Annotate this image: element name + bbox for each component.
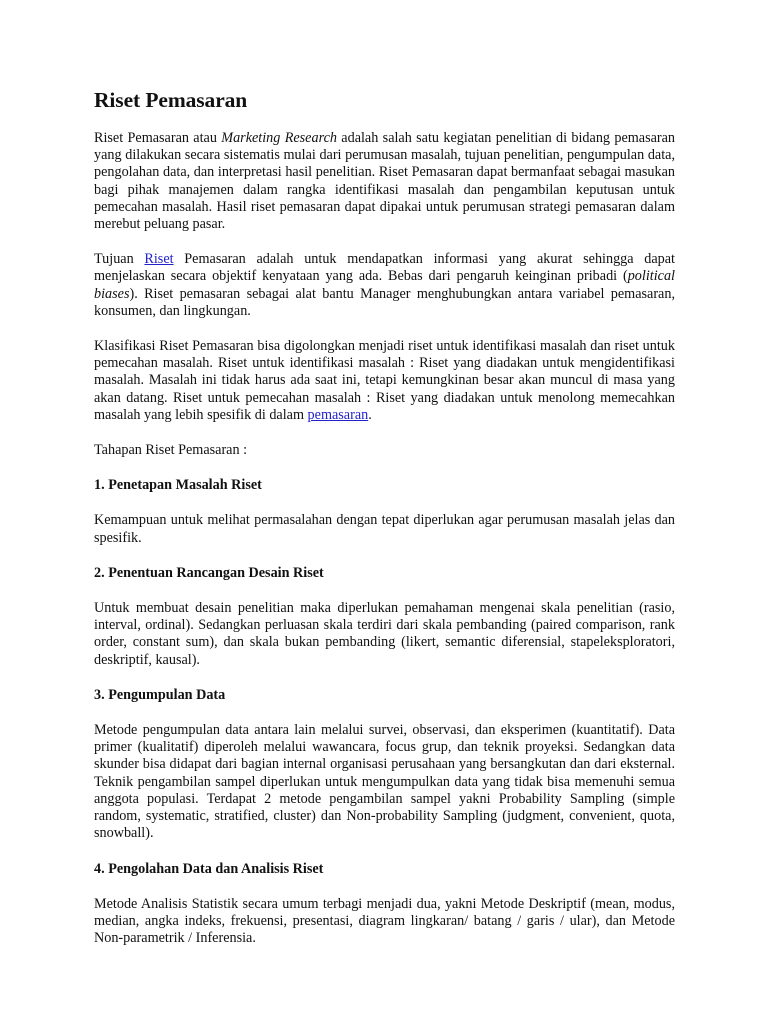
step-2-heading: 2. Penentuan Rancangan Desain Riset	[94, 564, 324, 581]
classification-paragraph	[94, 338, 675, 424]
classification-text-a: Klasifikasi Riset Pemasaran bisa digolongkan menjadi riset untuk identifikasi masalah dan riset untuk pemecahan masalah. Riset untuk identifikasi masalah : Riset yang diadakan untuk mengidentifikasi masalah. Masalah ini tidak harus ada saat ini, tetapi kemungkinan besar akan muncul di masa yang akan datang. Riset untuk pemecahan masalah : Riset yang diadakan untuk menolong memecahkan masalah yang lebih spesifik di dalam	[94, 338, 675, 423]
step-1-heading: 1. Penetapan Masalah Riset	[94, 477, 262, 494]
intro-text-b: adalah salah satu kegiatan penelitian di bidang pemasaran yang dilakukan secara sistematis mulai dari perumusan masalah, tujuan penelitian, pengumpulan data, pengolahan data, dan interpretasi hasil penelitian. Riset Pemasaran dapat bermanfaat sebagai masukan bagi pihak manajemen dalam rangka identifikasi masalah dan pengambilan keputusan untuk pemecahan masalah. Hasil riset pemasaran dapat dipakai untuk perumusan strategi pemasaran dalam merebut peluang pasar.	[94, 130, 676, 233]
step-1-text: Kemampuan untuk melihat permasalahan dengan tepat diperlukan agar perumusan masalah jelas dan spesifik.	[94, 512, 675, 546]
intro-text-a: Riset Pemasaran atau	[94, 130, 222, 146]
document-page	[94, 86, 675, 965]
intro-paragraph	[94, 130, 675, 233]
purpose-text-a: Tujuan	[94, 251, 145, 268]
step-3-text: Metode pengumpulan data antara lain melalui survei, observasi, dan eksperimen (kuantitatif). Data primer (kualitatif) diperoleh melalui wawancara, focus grup, dan teknik proyeksi. Sedangkan data skunder bisa didapat dari bagian internal organisasi perusahaan yang bersangkutan dan dari eksternal. Teknik pengambilan sampel diperlukan untuk mengumpulkan data yang tidak bisa memenuhi semua anggota populasi. Terdapat 2 metode pengambilan sampel yakni Probability Sampling (simple random, systematic, stratified, cluster) dan Non-probability Sampling (judgment, convenient, quota, snowball).	[94, 722, 675, 842]
pemasaran-link[interactable]: pemasaran	[307, 406, 369, 423]
intro-emphasis: Marketing Research	[221, 130, 337, 146]
purpose-emphasis: political biases	[94, 268, 675, 302]
classification-text-b: .	[368, 406, 372, 423]
purpose-text-b: Pemasaran adalah untuk mendapatkan informasi yang akurat sehingga dapat menjelaskan secara objektif kenyataan yang ada. Bebas dari pengaruh keinginan pribadi (	[94, 251, 675, 285]
step-4-heading: 4. Pengolahan Data dan Analisis Riset	[94, 860, 324, 877]
purpose-text-c: ). Riset pemasaran sebagai alat bantu Manager menghubungkan antara variabel pemasaran, konsumen, dan lingkungan.	[94, 285, 675, 319]
page-title: Riset Pemasaran	[94, 88, 248, 112]
stages-intro: Tahapan Riset Pemasaran :	[94, 442, 248, 459]
purpose-paragraph	[94, 251, 675, 320]
riset-link[interactable]: Riset	[144, 251, 174, 268]
step-4-text: Metode Analisis Statistik secara umum terbagi menjadi dua, yakni Metode Deskriptif (mean, modus, median, angka indeks, frekuensi, presentasi, diagram lingkaran/ batang / garis / ular), dan Metode Non-parametrik / Inferensia.	[94, 895, 675, 947]
step-2-text: Untuk membuat desain penelitian maka diperlukan pemahaman mengenai skala penelitian (rasio, interval, ordinal). Sedangkan perluasan skala terdiri dari skala pembanding (paired comparison, rank order, constant sum), dan skala bukan pembanding (likert, semantic diferensial, stapeleksploratori, deskriptif, kausal).	[94, 600, 675, 668]
step-3-heading: 3. Pengumpulan Data	[94, 686, 226, 703]
